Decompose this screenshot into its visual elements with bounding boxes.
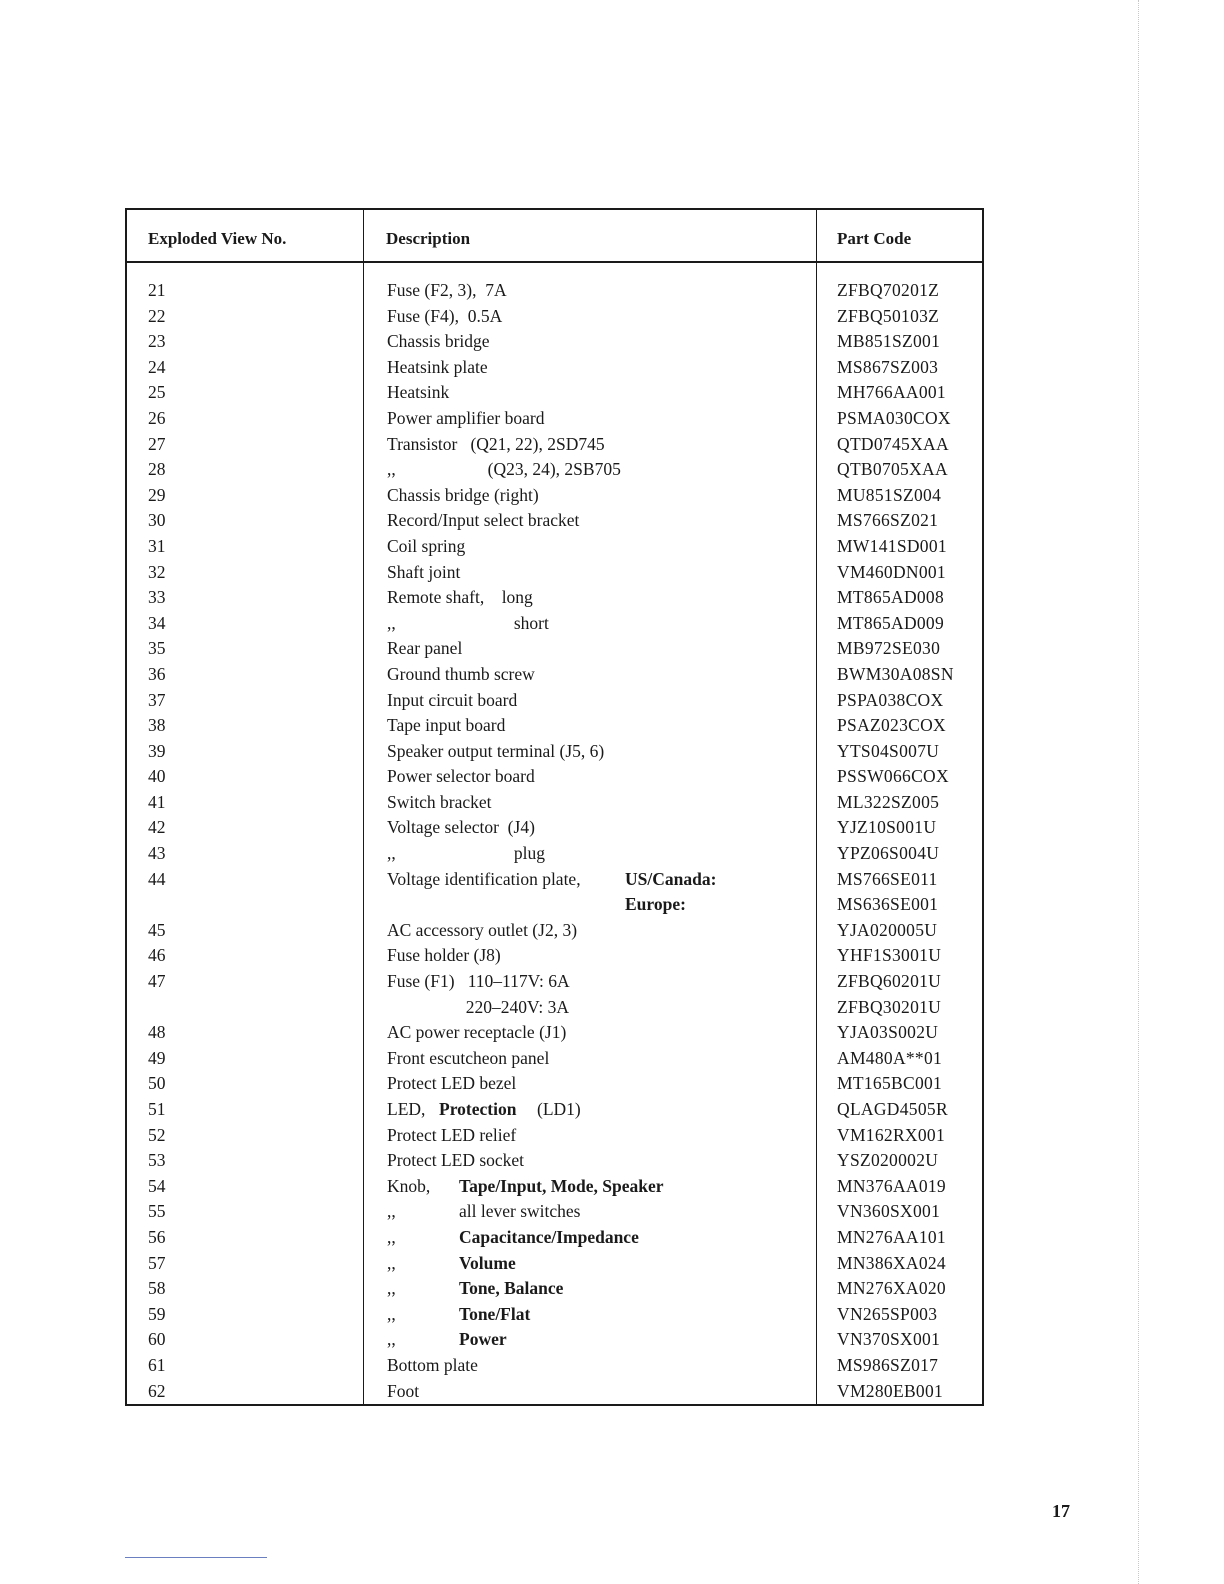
table-row bbox=[127, 867, 982, 893]
cell-part-code: MS867SZ003 bbox=[837, 356, 939, 377]
bottom-rule bbox=[125, 1557, 267, 1558]
cell-description: 220–240V: 3A bbox=[387, 996, 569, 1017]
cell-exploded-view-no: 28 bbox=[148, 459, 166, 480]
cell-description: ,, bbox=[387, 1201, 396, 1222]
cell-exploded-view-no: 24 bbox=[148, 356, 166, 377]
cell-description: ,, bbox=[387, 1252, 396, 1273]
cell-part-code: ZFBQ30201U bbox=[837, 996, 942, 1017]
table-row bbox=[127, 483, 982, 509]
cell-exploded-view-no: 60 bbox=[148, 1329, 166, 1350]
table-row bbox=[127, 611, 982, 637]
cell-description: Remote shaft, long bbox=[387, 587, 533, 608]
cell-description: Voltage identification plate, bbox=[387, 868, 581, 889]
table-row bbox=[127, 1123, 982, 1149]
cell-part-code: YJA03S002U bbox=[837, 1022, 939, 1043]
cell-exploded-view-no: 27 bbox=[148, 433, 166, 454]
table-row bbox=[127, 278, 982, 304]
cell-part-code: ZFBQ60201U bbox=[837, 971, 942, 992]
cell-part-code: MS766SE011 bbox=[837, 868, 938, 889]
cell-part-code: AM480A**01 bbox=[837, 1047, 943, 1068]
cell-exploded-view-no: 39 bbox=[148, 740, 166, 761]
cell-exploded-view-no: 35 bbox=[148, 638, 166, 659]
header-part-code: Part Code bbox=[837, 229, 912, 248]
cell-exploded-view-no: 62 bbox=[148, 1380, 166, 1401]
header-divider bbox=[127, 261, 982, 263]
table-row bbox=[127, 1148, 982, 1174]
table-row bbox=[127, 943, 982, 969]
cell-exploded-view-no: 21 bbox=[148, 280, 166, 300]
cell-part-code: MN376AA019 bbox=[837, 1175, 946, 1196]
cell-description: Chassis bridge bbox=[387, 331, 490, 352]
cell-part-code: MT165BC001 bbox=[837, 1073, 943, 1094]
table-row bbox=[127, 508, 982, 534]
cell-description: Tape input board bbox=[387, 715, 506, 736]
table-row bbox=[127, 1327, 982, 1353]
cell-part-code: QTD0745XAA bbox=[837, 433, 949, 454]
cell-part-code: BWM30A08SN bbox=[837, 663, 954, 684]
cell-description-emphasis: Power bbox=[459, 1329, 507, 1350]
cell-exploded-view-no: 54 bbox=[148, 1175, 166, 1196]
table-row bbox=[127, 304, 982, 330]
cell-part-code: VN360SX001 bbox=[837, 1201, 941, 1222]
cell-part-code: MU851SZ004 bbox=[837, 484, 942, 505]
table-row bbox=[127, 406, 982, 432]
cell-exploded-view-no: 51 bbox=[148, 1099, 166, 1119]
cell-exploded-view-no: 38 bbox=[148, 715, 166, 736]
cell-exploded-view-no: 49 bbox=[148, 1047, 166, 1068]
cell-exploded-view-no: 42 bbox=[148, 817, 166, 838]
cell-exploded-view-no: 53 bbox=[148, 1150, 166, 1171]
cell-part-code: QLAGD4505R bbox=[837, 1099, 948, 1119]
table-row bbox=[127, 534, 982, 560]
table-row bbox=[127, 1302, 982, 1328]
cell-description: Bottom plate bbox=[387, 1354, 478, 1375]
cell-part-code: MS766SZ021 bbox=[837, 510, 939, 531]
cell-part-code: ZFBQ70201Z bbox=[837, 280, 940, 300]
cell-description: ,, plug bbox=[387, 843, 545, 864]
table-row bbox=[127, 380, 982, 406]
header-exploded-view-no: Exploded View No. bbox=[148, 229, 287, 248]
cell-description-suffix: (LD1) bbox=[537, 1099, 581, 1119]
table-body bbox=[127, 278, 982, 1404]
cell-part-code: YJZ10S001U bbox=[837, 817, 937, 838]
table-row bbox=[127, 995, 982, 1021]
cell-part-code: ZFBQ50103Z bbox=[837, 305, 940, 326]
cell-exploded-view-no: 29 bbox=[148, 484, 166, 505]
table-row bbox=[127, 560, 982, 586]
cell-exploded-view-no: 61 bbox=[148, 1354, 166, 1375]
cell-exploded-view-no: 43 bbox=[148, 843, 166, 864]
table-row bbox=[127, 1046, 982, 1072]
cell-description-emphasis: Volume bbox=[459, 1252, 516, 1273]
cell-exploded-view-no: 58 bbox=[148, 1278, 166, 1299]
cell-description: ,, short bbox=[387, 612, 549, 633]
cell-description: Knob, bbox=[387, 1175, 431, 1196]
cell-part-code: MB972SE030 bbox=[837, 638, 941, 659]
cell-part-code: MS986SZ017 bbox=[837, 1354, 939, 1375]
table-row bbox=[127, 1020, 982, 1046]
cell-description: Fuse (F4), 0.5A bbox=[387, 305, 503, 326]
cell-description: Power amplifier board bbox=[387, 407, 545, 428]
cell-exploded-view-no: 50 bbox=[148, 1073, 166, 1094]
cell-exploded-view-no: 33 bbox=[148, 587, 166, 608]
cell-part-code: PSPA038COX bbox=[837, 689, 944, 710]
cell-part-code: VM460DN001 bbox=[837, 561, 946, 582]
cell-description: Speaker output terminal (J5, 6) bbox=[387, 740, 605, 761]
cell-part-code: VN370SX001 bbox=[837, 1329, 941, 1350]
table-row bbox=[127, 1071, 982, 1097]
table-row bbox=[127, 662, 982, 688]
cell-part-code: YTS04S007U bbox=[837, 740, 940, 761]
cell-description: Transistor (Q21, 22), 2SD745 bbox=[387, 433, 605, 454]
cell-part-code: MN386XA024 bbox=[837, 1252, 946, 1273]
cell-description: Protect LED socket bbox=[387, 1150, 525, 1171]
cell-description: Fuse holder (J8) bbox=[387, 945, 501, 966]
table-row bbox=[127, 1097, 982, 1123]
cell-part-code: VM162RX001 bbox=[837, 1124, 946, 1145]
cell-description: AC accessory outlet (J2, 3) bbox=[387, 919, 578, 940]
cell-part-code: MB851SZ001 bbox=[837, 331, 941, 352]
cell-exploded-view-no: 40 bbox=[148, 766, 166, 787]
cell-description-emphasis: Tone/Flat bbox=[459, 1303, 531, 1324]
cell-description: Ground thumb screw bbox=[387, 663, 535, 684]
header-description: Description bbox=[386, 229, 471, 248]
table-row bbox=[127, 688, 982, 714]
cell-description: Fuse (F2, 3), 7A bbox=[387, 280, 507, 300]
cell-description: Chassis bridge (right) bbox=[387, 484, 539, 505]
cell-part-code: MT865AD008 bbox=[837, 587, 945, 608]
cell-exploded-view-no: 34 bbox=[148, 612, 166, 633]
cell-exploded-view-no: 47 bbox=[148, 971, 166, 992]
cell-part-code: PSAZ023COX bbox=[837, 715, 946, 736]
cell-part-code: MT865AD009 bbox=[837, 612, 945, 633]
table-row bbox=[127, 355, 982, 381]
table-row bbox=[127, 1225, 982, 1251]
cell-description: ,, bbox=[387, 1303, 396, 1324]
cell-part-code: VM280EB001 bbox=[837, 1380, 944, 1401]
margin-rule bbox=[1138, 0, 1139, 1584]
cell-description-emphasis: Europe: bbox=[625, 894, 686, 915]
cell-exploded-view-no: 41 bbox=[148, 791, 166, 812]
table-row bbox=[127, 1251, 982, 1277]
table-row bbox=[127, 790, 982, 816]
cell-exploded-view-no: 57 bbox=[148, 1252, 166, 1273]
cell-part-code: PSMA030COX bbox=[837, 407, 951, 428]
cell-exploded-view-no: 44 bbox=[148, 868, 166, 889]
cell-exploded-view-no: 31 bbox=[148, 535, 166, 556]
cell-part-code: MW141SD001 bbox=[837, 535, 947, 556]
cell-exploded-view-no: 45 bbox=[148, 919, 166, 940]
table-row bbox=[127, 1353, 982, 1379]
cell-exploded-view-no: 25 bbox=[148, 382, 166, 403]
table-row bbox=[127, 329, 982, 355]
cell-description: LED, bbox=[387, 1099, 426, 1119]
cell-description: Protect LED bezel bbox=[387, 1073, 517, 1094]
table-row bbox=[127, 918, 982, 944]
cell-exploded-view-no: 23 bbox=[148, 331, 166, 352]
cell-description: Protect LED relief bbox=[387, 1124, 517, 1145]
cell-description: Fuse (F1) 110–117V: 6A bbox=[387, 971, 570, 992]
cell-description-detail: all lever switches bbox=[459, 1201, 581, 1222]
cell-part-code: YSZ020002U bbox=[837, 1150, 939, 1171]
cell-part-code: YHF1S3001U bbox=[837, 945, 942, 966]
cell-part-code: ML322SZ005 bbox=[837, 791, 940, 812]
cell-description: Foot bbox=[387, 1380, 420, 1401]
cell-exploded-view-no: 36 bbox=[148, 663, 166, 684]
cell-exploded-view-no: 30 bbox=[148, 510, 166, 531]
table-row bbox=[127, 713, 982, 739]
cell-description: Power selector board bbox=[387, 766, 535, 787]
table-row bbox=[127, 739, 982, 765]
cell-exploded-view-no: 32 bbox=[148, 561, 166, 582]
page-number: 17 bbox=[1052, 1501, 1070, 1521]
cell-description: AC power receptacle (J1) bbox=[387, 1022, 567, 1043]
table-row bbox=[127, 1276, 982, 1302]
cell-part-code: MN276XA020 bbox=[837, 1278, 946, 1299]
cell-part-code: YJA020005U bbox=[837, 919, 938, 940]
cell-description-emphasis: Capacitance/Impedance bbox=[459, 1226, 639, 1247]
cell-description: Coil spring bbox=[387, 535, 466, 556]
table-row bbox=[127, 969, 982, 995]
cell-exploded-view-no: 22 bbox=[148, 305, 166, 326]
cell-part-code: MH766AA001 bbox=[837, 382, 946, 403]
cell-part-code: QTB0705XAA bbox=[837, 459, 948, 480]
table-row bbox=[127, 892, 982, 918]
cell-description: Switch bracket bbox=[387, 791, 492, 812]
table-row bbox=[127, 1379, 982, 1405]
cell-description: Front escutcheon panel bbox=[387, 1047, 550, 1068]
cell-description-emphasis: Tone, Balance bbox=[459, 1278, 564, 1299]
cell-description: Shaft joint bbox=[387, 561, 461, 582]
cell-description: ,, bbox=[387, 1278, 396, 1299]
table-row bbox=[127, 636, 982, 662]
table-row bbox=[127, 1199, 982, 1225]
cell-exploded-view-no: 55 bbox=[148, 1201, 166, 1222]
cell-description-emphasis: Protection bbox=[439, 1099, 517, 1119]
cell-exploded-view-no: 52 bbox=[148, 1124, 166, 1145]
cell-description: Record/Input select bracket bbox=[387, 510, 580, 531]
parts-table bbox=[125, 208, 984, 1406]
cell-exploded-view-no: 59 bbox=[148, 1303, 166, 1324]
cell-exploded-view-no: 26 bbox=[148, 407, 166, 428]
cell-description-emphasis: Tape/Input, Mode, Speaker bbox=[459, 1175, 664, 1196]
table-row bbox=[127, 585, 982, 611]
cell-part-code: MS636SE001 bbox=[837, 894, 939, 915]
cell-description: Voltage selector (J4) bbox=[387, 817, 535, 838]
cell-part-code: YPZ06S004U bbox=[837, 843, 940, 864]
cell-description: ,, bbox=[387, 1329, 396, 1350]
cell-part-code: MN276AA101 bbox=[837, 1226, 946, 1247]
cell-exploded-view-no: 37 bbox=[148, 689, 166, 710]
cell-description: Heatsink bbox=[387, 382, 450, 403]
cell-part-code: PSSW066COX bbox=[837, 766, 949, 787]
cell-description: Input circuit board bbox=[387, 689, 518, 710]
table-row bbox=[127, 457, 982, 483]
cell-description: ,, bbox=[387, 1226, 396, 1247]
table-row bbox=[127, 815, 982, 841]
table-row bbox=[127, 432, 982, 458]
cell-exploded-view-no: 48 bbox=[148, 1022, 166, 1043]
cell-part-code: VN265SP003 bbox=[837, 1303, 938, 1324]
cell-description: Rear panel bbox=[387, 638, 463, 659]
table-row bbox=[127, 764, 982, 790]
cell-description-emphasis: US/Canada: bbox=[625, 868, 717, 889]
cell-exploded-view-no: 56 bbox=[148, 1226, 166, 1247]
cell-description: Heatsink plate bbox=[387, 356, 488, 377]
cell-description: ,, (Q23, 24), 2SB705 bbox=[387, 459, 621, 480]
table-row bbox=[127, 841, 982, 867]
table-row bbox=[127, 1174, 982, 1200]
cell-exploded-view-no: 46 bbox=[148, 945, 166, 966]
